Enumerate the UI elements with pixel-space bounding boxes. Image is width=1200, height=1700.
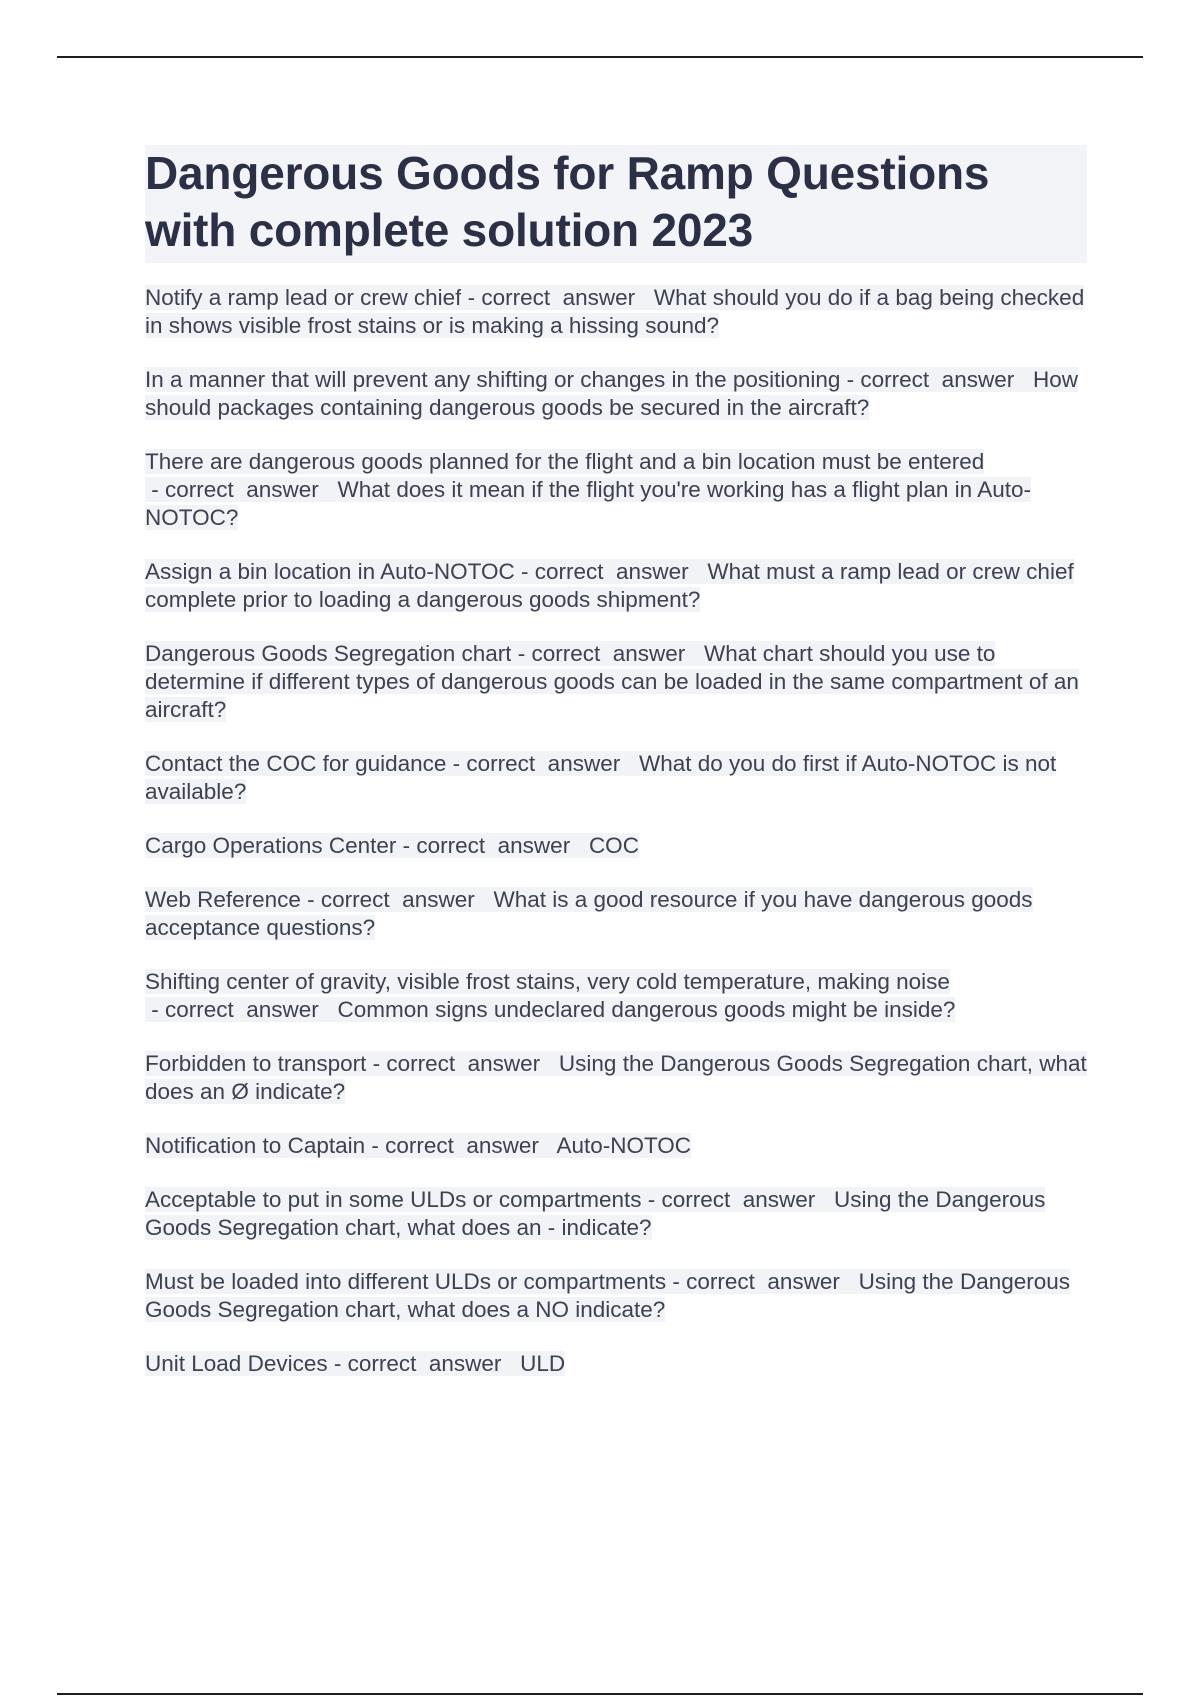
qa-separator: - correct answer — [145, 997, 338, 1022]
qa-separator: - correct answer — [365, 1133, 557, 1158]
qa-question: Using the Dangerous Goods Segregation chart, what does an - indicate? — [145, 1187, 1046, 1240]
qa-answer: Cargo Operations Center — [145, 833, 397, 858]
qa-item — [145, 1132, 1095, 1160]
qa-item — [145, 640, 1095, 724]
qa-question: Using the Dangerous Goods Segregation chart, what does a NO indicate? — [145, 1269, 1071, 1322]
qa-answer: Assign a bin location in Auto-NOTOC — [145, 559, 515, 584]
qa-answer: Acceptable to put in some ULDs or compartments — [145, 1187, 642, 1212]
qa-question: How should packages containing dangerous goods be secured in the aircraft? — [145, 367, 1078, 420]
qa-question: What is a good resource if you have dangerous goods acceptance questions? — [145, 887, 1033, 940]
qa-item — [145, 832, 1095, 860]
qa-question: What should you do if a bag being checked in shows visible frost stains or is making a hissing sound? — [145, 285, 1085, 338]
qa-question: What does it mean if the flight you're working has a flight plan in Auto-NOTOC? — [145, 477, 1031, 530]
qa-separator: - correct answer — [300, 887, 494, 912]
qa-answer: Notification to Captain — [145, 1133, 366, 1158]
qa-question: What do you do first if Auto-NOTOC is not available? — [145, 751, 1057, 804]
qa-answer: In a manner that will prevent any shifting or changes in the positioning — [145, 367, 841, 392]
qa-question: ULD — [520, 1351, 566, 1376]
qa-answer: Shifting center of gravity, visible frost stains, very cold temperature, making noise — [145, 969, 950, 994]
qa-item — [145, 448, 1095, 532]
qa-answer: Web Reference — [145, 887, 301, 912]
qa-item — [145, 1268, 1095, 1324]
qa-question: COC — [588, 833, 639, 858]
qa-separator: - correct answer — [461, 285, 654, 310]
document-title: Dangerous Goods for Ramp Questions with complete solution 2023 — [145, 147, 990, 256]
qa-item — [145, 1186, 1095, 1242]
qa-separator: - correct answer — [327, 1351, 521, 1376]
qa-item — [145, 968, 1095, 1024]
qa-separator: - correct answer — [511, 641, 705, 666]
qa-separator: - correct answer — [514, 559, 708, 584]
qa-item — [145, 886, 1095, 942]
qa-item — [145, 1350, 1095, 1378]
qa-item — [145, 366, 1095, 422]
qa-separator: - correct answer — [840, 367, 1033, 392]
qa-separator: - correct answer — [145, 477, 338, 502]
qa-separator: - correct answer — [666, 1269, 859, 1294]
qa-answer: Unit Load Devices — [145, 1351, 328, 1376]
qa-separator: - correct answer — [641, 1187, 835, 1212]
bottom-rule — [57, 1693, 1143, 1695]
qa-answer: Contact the COC for guidance — [145, 751, 447, 776]
qa-item — [145, 284, 1095, 340]
qa-item — [145, 750, 1095, 806]
qa-question: What chart should you use to determine if different types of dangerous goods can be loaded in the same compartment of an aircraft? — [145, 641, 1079, 722]
qa-answer: Notify a ramp lead or crew chief — [145, 285, 462, 310]
qa-separator: - correct answer — [366, 1051, 559, 1076]
qa-answer: Forbidden to transport — [145, 1051, 367, 1076]
title-block — [145, 145, 1087, 263]
qa-question: Using the Dangerous Goods Segregation chart, what does an Ø indicate? — [145, 1051, 1087, 1104]
qa-separator: - correct answer — [446, 751, 639, 776]
qa-item — [145, 558, 1095, 614]
qa-question: What must a ramp lead or crew chief complete prior to loading a dangerous goods shipment? — [145, 559, 1074, 612]
qa-separator: - correct answer — [396, 833, 589, 858]
qa-answer: There are dangerous goods planned for the flight and a bin location must be entered — [145, 449, 985, 474]
qa-item — [145, 1050, 1095, 1106]
qa-answer: Must be loaded into different ULDs or compartments — [145, 1269, 667, 1294]
qa-list — [145, 284, 1095, 1404]
qa-question: Common signs undeclared dangerous goods might be inside? — [337, 997, 956, 1022]
top-rule — [57, 56, 1143, 58]
qa-question: Auto-NOTOC — [556, 1133, 692, 1158]
qa-answer: Dangerous Goods Segregation chart — [145, 641, 512, 666]
